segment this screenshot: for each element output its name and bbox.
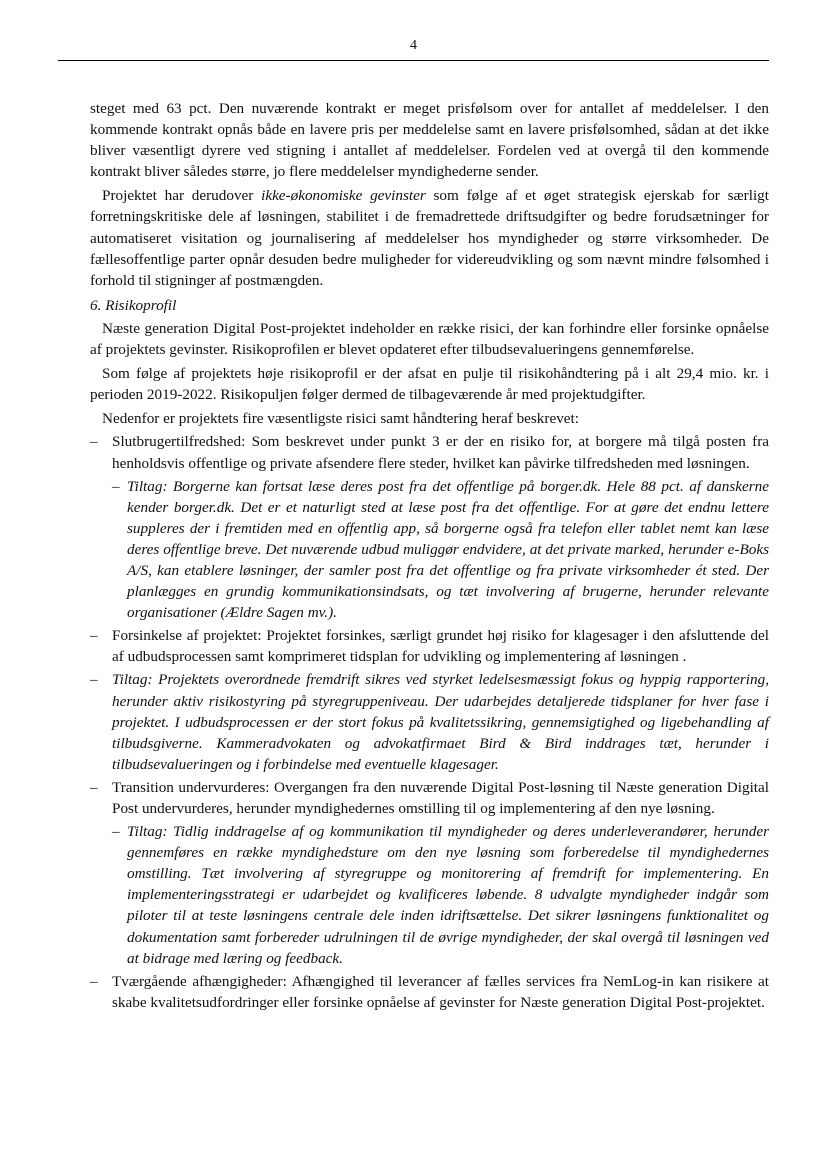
emphasis-text: ikke-økonomiske gevinster [261,187,426,205]
list-dash: – [90,778,98,796]
list-subitem [112,476,769,624]
paragraph-non-economic-benefits [90,185,769,290]
list-dash: – [90,433,98,451]
paragraph-text: som følge af et øget strategisk ejerskab for særligt forretningskritiske dele af løsningen, stabilitet i de fremadrettede driftsudgifter og bedre forudsætninger for automatiseret visitation og journalisering af meddelelser hos myndigheder og større virksomheder. De fællesoffentlige parter opnår desuden bedre muligheder for videreudvikling og som nævnt mindre følsomhed i forhold til stigninger af postmængden. [90,187,769,289]
paragraph-text: Projektet har derudover [102,187,262,205]
paragraph-risks-intro: Næste generation Digital Post-projektet indeholder en række risici, der kan forhindre eller forsinke opnåelse af projektets gevinster. Risikoprofilen er blevet opdateret efter tilbudsevalueringens gennemførelse. [90,319,769,359]
list-item [90,625,769,667]
list-item [90,431,769,473]
paragraph-savings: steget med 63 pct. Den nuværende kontrakt er meget prisfølsom over for antallet af meddelelser. I den kommende kontrakt opnås både en lavere pris per meddelelse samt en lavere prisfølsomhed, sådan at det ikke bliver væsentligt dyrere ved stigning i antallet af meddelelser. Fordelen ved at overgå til den kommende kontrakt bliver således større, jo flere meddelelser myndighederne sender. [90,100,769,181]
section-heading: 6. Risikoprofil [90,296,177,314]
list-item-text: Transition undervurderes: Overgangen fra den nuværende Digital Post-løsning til Næste generation Digital Post undervurderes, herunder myndighedernes omstilling til og implementering af den nye løsning. [112,778,769,817]
paragraph-risk-pool: Som følge af projektets høje risikoprofil er der afsat en pulje til risikohåndtering på i alt 29,4 mio. kr. i perioden 2019-2022. Risikopuljen følger dermed de tilbageværende år med projektudgifter. [90,365,769,404]
list-dash: – [112,823,120,841]
list-item-text: Tværgående afhængigheder: Afhængighed til leverancer af fælles services fra NemLog-in kan risikere at skabe kvalitetsudfordringer eller forsinke opnåelse af gevinster for Næste generation Digital Post-projektet. [112,972,769,1011]
list-dash: – [90,972,98,990]
list-dash: – [112,477,120,495]
header-rule [58,60,769,61]
document-body [90,98,769,1013]
list-item [90,777,769,819]
list-dash: – [90,627,98,645]
list-item-text: Tiltag: Projektets overordnede fremdrift sikres ved styrket ledelsesmæssigt fokus og hyppig rapportering, herunder aktiv risikostyring på styregruppeniveau. Der udarbejdes detaljerede tidsplaner for hver fase i projektet. I udbudsprocessen er der stort fokus på kvalitetssikring, gennemsigtighed og ligebehandling af tilbudsgiverne. Kammeradvokaten og advokatfirmaet Bird & Bird inddrages tæt, herunder i tilbudsevalueringen og i forbindelse med eventuelle klagesager. [112,671,769,773]
list-dash: – [90,671,98,689]
list-subitem-text: Tiltag: Tidlig inddragelse af og kommunikation til myndigheder og deres underleverandører, herunder gennemføres en række myndighedsture om den nye løsning som forberedelse til myndighedernes omstilling. Tæt involvering af styregruppe og monitorering af fremdrift for implementering. En implementeringsstrategi er udarbejdet og kvalificeres løbende. 8 udvalgte myndigheder indgår som piloter til at teste løsningens centrale dele inden idriftsættelse. Det sikrer løsningens funktionalitet og dokumentation samt forbereder udrulningen til de øvrige myndigheder, der skal overgå til løsningen ved at bidrage med læring og feedback. [127,823,769,967]
list-item [90,669,769,774]
list-subitem [112,821,769,969]
list-item [90,971,769,1013]
list-item-text: Forsinkelse af projektet: Projektet forsinkes, særligt grundet høj risiko for klagesager i den afsluttende del af udbudsprocessen samt komprimeret tidsplan for udvikling og implementering af løsningen . [112,627,769,666]
list-item-text: Slutbrugertilfredshed: Som beskrevet under punkt 3 er der en risiko for, at borgere må tilgå posten fra henholdsvis offentlige og private afsendere flere steder, hvilket kan påvirke tilfredsheden med løsningen. [112,433,769,472]
page-number: 4 [410,38,417,53]
list-subitem-text: Tiltag: Borgerne kan fortsat læse deres post fra det offentlige på borger.dk. Hele 88 pct. af danskerne kender borger.dk. Det er et naturligt sted at læse post fra det offentlige. For at gøre det endnu lettere suppleres der i fremtiden med en offentlig app, så borgerne også fra telefon eller tablet nemt kan læse deres offentlige breve. Det nuværende udbud muliggør endvidere, at det private marked, herunder e-Boks A/S, kan etablere løsninger, der samler post fra det offentlige og fra private virksomheder ét sted. Der planlægges en grundig kommunikationsindsats, og tæt involvering af brugerne, herunder relevante organisationer (Ældre Sagen mv.). [127,477,769,622]
paragraph-list-intro: Nedenfor er projektets fire væsentligste risici samt håndtering heraf beskrevet: [102,410,579,428]
